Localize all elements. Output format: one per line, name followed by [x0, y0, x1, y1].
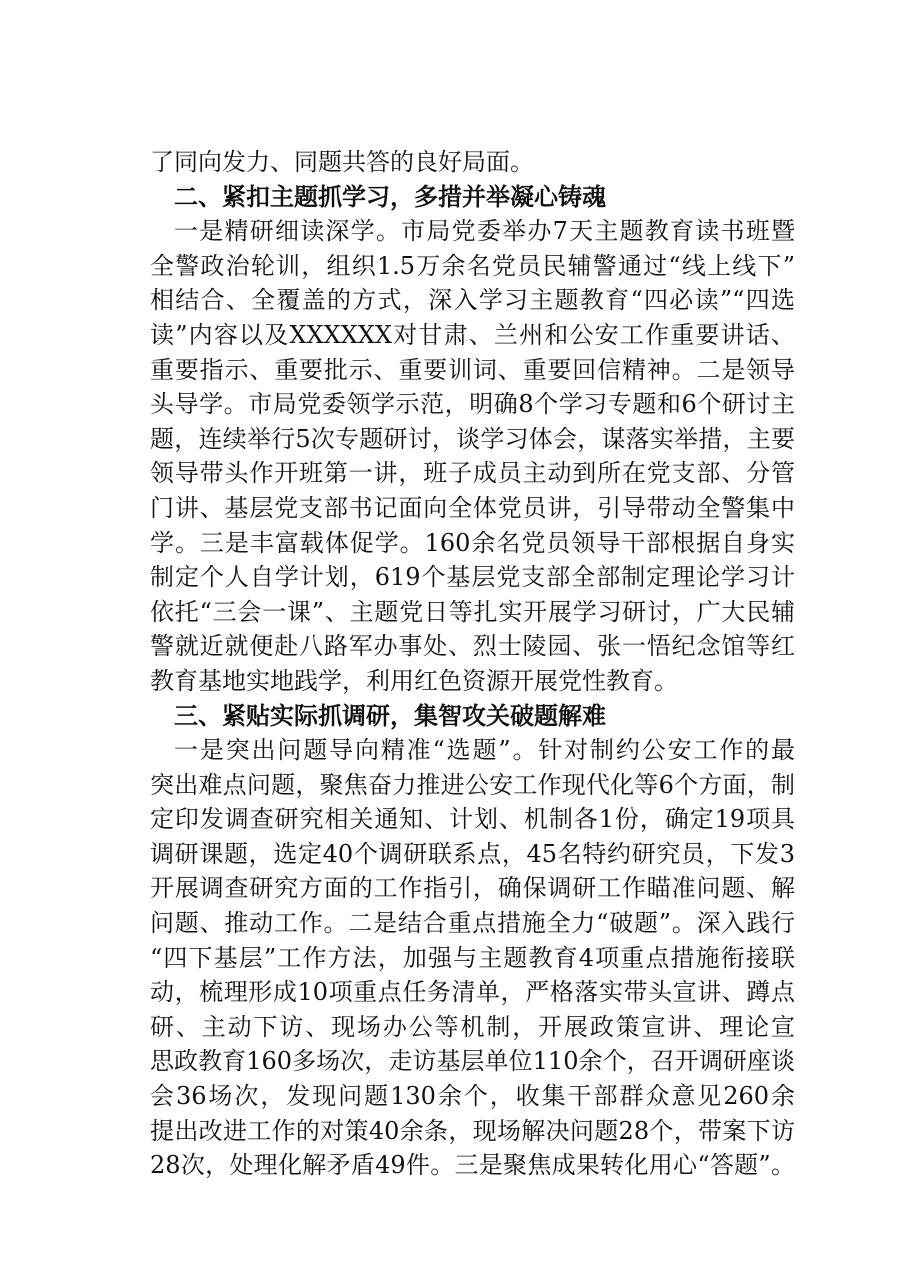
paragraph-line: 会36场次，发现问题130余个，收集干部群众意见260余: [150, 1082, 795, 1111]
paragraph-line: 提出改进工作的对策40余条，现场解决问题28个，带案下访: [150, 1116, 795, 1145]
paragraph-line: 警就近就便赴八路军办事处、烈士陵园、张一悟纪念馆等红: [150, 632, 795, 661]
paragraph-line: 头导学。市局党委领学示范，明确8个学习专题和6个研讨主: [150, 390, 795, 419]
paragraph-line: 一是精研细读深学。市局党委举办7天主题教育读书班暨: [174, 217, 795, 246]
paragraph-line: 思政教育160多场次，走访基层单位110余个，召开调研座谈: [150, 1047, 795, 1076]
paragraph-line: 门讲、基层党支部书记面向全体党员讲，引导带动全警集中: [150, 493, 795, 522]
paragraph-line: 突出难点问题，聚焦奋力推进公安工作现代化等6个方面，制: [150, 770, 795, 799]
paragraph-line: 学。三是丰富载体促学。160余名党员领导干部根据自身实: [150, 528, 795, 557]
document-body: [150, 145, 795, 1183]
paragraph-line: 定印发调查研究相关通知、计划、机制各1份，确定19项具: [150, 805, 795, 834]
paragraph-line: 题，连续举行5次专题研讨，谈学习体会，谋落实举措，主要: [150, 424, 795, 453]
section-heading-2: 二、紧扣主题抓学习，多措并举凝心铸魂: [174, 182, 606, 211]
paragraph-line: 开展调查研究方面的工作指引，确保调研工作瞄准问题、解: [150, 874, 795, 903]
paragraph-line: “四下基层”工作方法，加强与主题教育4项重点措施衔接联: [150, 943, 795, 972]
paragraph-line: 重要指示、重要批示、重要训词、重要回信精神。二是领导: [150, 355, 795, 384]
paragraph-line: 研、主动下访、现场办公等机制，开展政策宣讲、理论宣: [150, 1012, 795, 1041]
paragraph-line: 问题、推动工作。二是结合重点措施全力“破题”。深入践行: [150, 909, 795, 938]
paragraph-line: 调研课题，选定40个调研联系点，45名特约研究员，下发3: [150, 839, 795, 868]
paragraph-line: 全警政治轮训，组织1.5万余名党员民辅警通过“线上线下”: [150, 251, 795, 280]
paragraph-line: 制定个人自学计划，619个基层党支部全部制定理论学习计: [150, 563, 795, 592]
paragraph-line: 教育基地实地践学，利用红色资源开展党性教育。: [150, 666, 678, 695]
section-heading-3: 三、紧贴实际抓调研，集智攻关破题解难: [174, 701, 606, 730]
paragraph-line: 依托“三会一课”、主题党日等扎实开展学习研讨，广大民辅: [150, 597, 795, 626]
paragraph-line: 动，梳理形成10项重点任务清单，严格落实带头宣讲、蹲点: [150, 978, 795, 1007]
paragraph-line: 领导带头作开班第一讲，班子成员主动到所在党支部、分管: [150, 459, 795, 488]
paragraph-line: 28次，处理化解矛盾49件。三是聚焦成果转化用心“答题”。: [150, 1151, 795, 1180]
paragraph-line: 读”内容以及XXXXXX对甘肃、兰州和公安工作重要讲话、: [150, 320, 795, 349]
paragraph-line: 了同向发力、同题共答的良好局面。: [150, 148, 534, 176]
paragraph-line: 一是突出问题导向精准“选题”。针对制约公安工作的最: [174, 736, 795, 765]
paragraph-line: 相结合、全覆盖的方式，深入学习主题教育“四必读”“四选: [150, 286, 795, 315]
